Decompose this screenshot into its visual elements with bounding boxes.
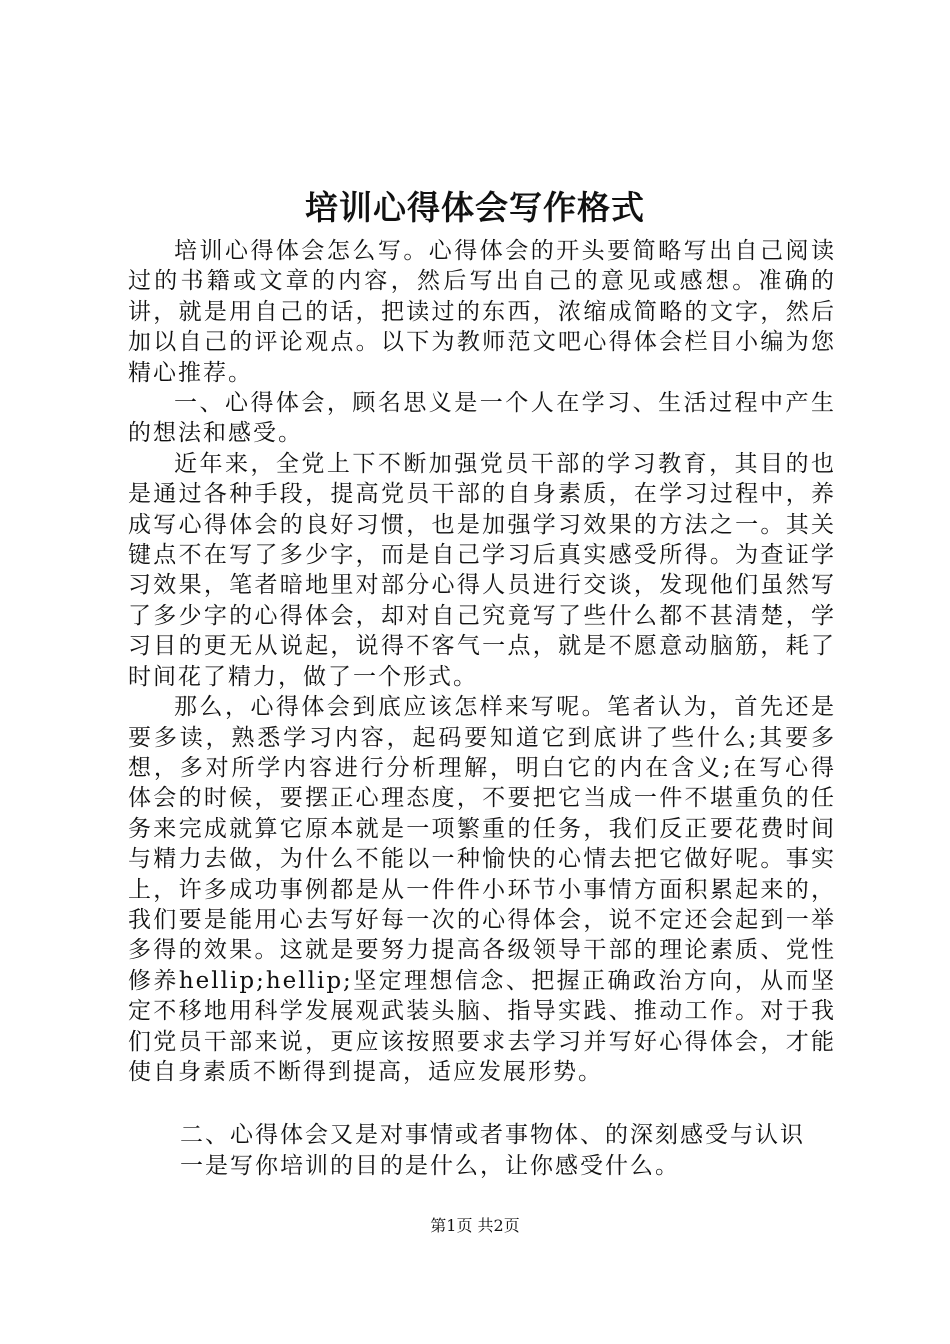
page-number-footer: 第1页 共2页 [430,1216,520,1235]
document-body [128,236,836,1087]
section-two-line: 一是写你培训的目的是什么，让你感受什么。 [180,1153,680,1179]
paragraph-how-to-write: 那么，心得体会到底应该怎样来写呢。笔者认为，首先还是要多读，熟悉学习内容，起码要知道它到底讲了些什么;其要多想，多对所学内容进行分析理解，明白它的内在含义;在写心得体会的时候，要摆正心理态度，不要把它当成一件不堪重负的任务来完成就算它原本就是一项繁重的任务，我们反正要花费时间与精力去做，为什么不能以一种愉快的心情去把它做好呢。事实上，许多成功事例都是从一件件小环节小事情方面积累起来的，我们要是能用心去写好每一次的心得体会，说不定还会起到一举多得的效果。这就是要努力提高各级领导干部的理论素质、党性修养hellip;hellip;坚定理想信念、把握正确政治方向，从而坚定不移地用科学发展观武装头脑、指导实践、推动工作。对于我们党员干部来说，更应该按照要求去学习并写好心得体会，才能使自身素质不断得到提高，适应发展形势。 [128,694,836,1085]
document-title: 培训心得体会写作格式 [305,188,645,227]
paragraph-recent-years: 近年来，全党上下不断加强党员干部的学习教育，其目的也是通过各种手段，提高党员干部的自身素质，在学习过程中，养成写心得体会的良好习惯，也是加强学习效果的方法之一。其关键点不在写了多少字，而是自己学习后真实感受所得。为查证学习效果，笔者暗地里对部分心得人员进行交谈，发现他们虽然写了多少字的心得体会，却对自己究竟写了些什么都不甚清楚，学习目的更无从说起，说得不客气一点，就是不愿意动脑筋，耗了时间花了精力，做了一个形式。 [128,450,836,690]
paragraph-section-one: 一、心得体会，顾名思义是一个人在学习、生活过程中产生的想法和感受。 [128,390,836,447]
section-two-heading: 二、心得体会又是对事情或者事物体、的深刻感受与认识 [180,1122,805,1148]
paragraph-intro: 培训心得体会怎么写。心得体会的开头要简略写出自己阅读过的书籍或文章的内容，然后写出自己的意见或感想。准确的讲，就是用自己的话，把读过的东西，浓缩成简略的文字，然后加以自己的评论观点。以下为教师范文吧心得体会栏目小编为您精心推荐。 [128,238,836,386]
